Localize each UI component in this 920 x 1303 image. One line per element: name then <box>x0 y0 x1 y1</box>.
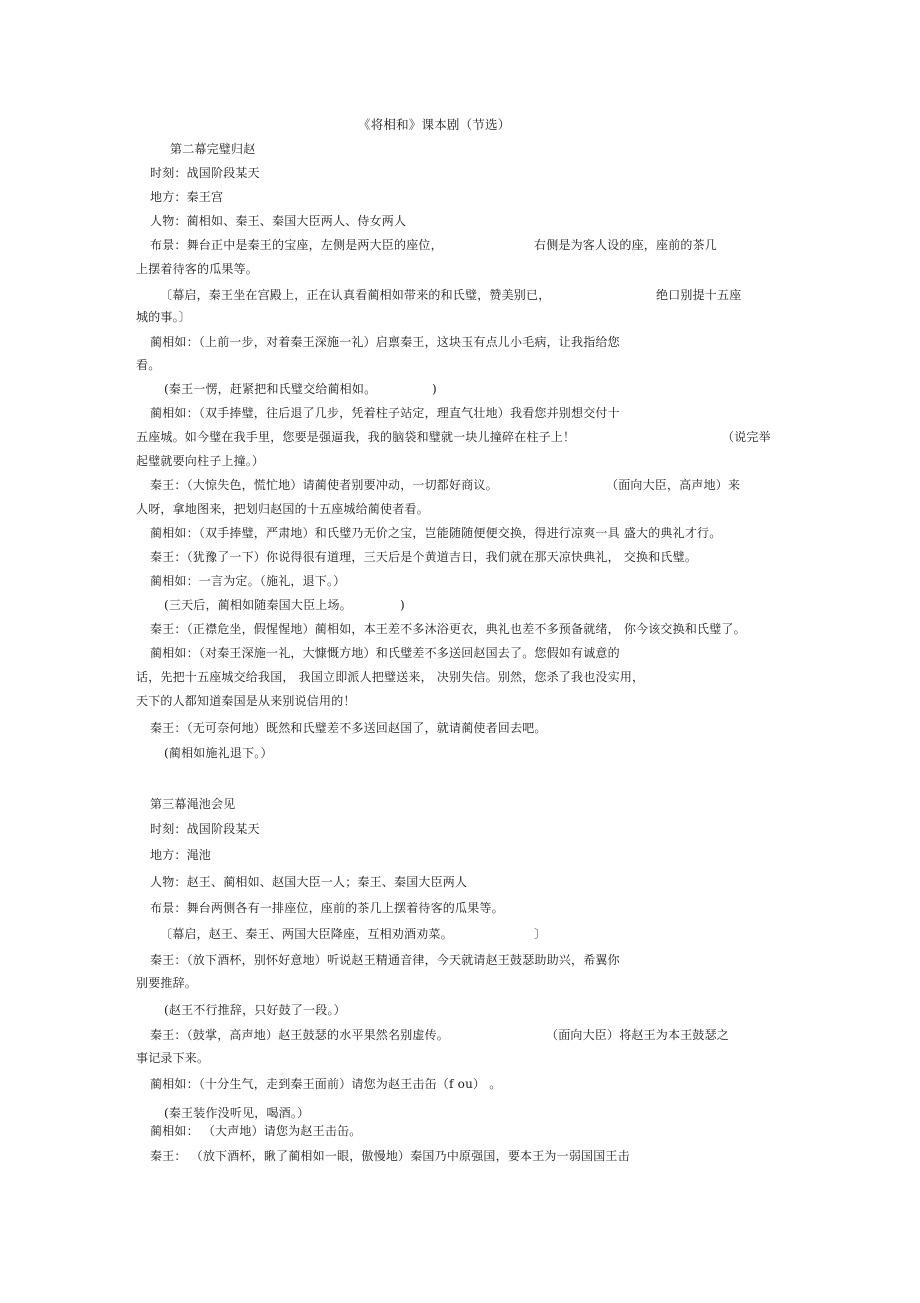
dialogue-line: 起璧就要向柱子上撞。） <box>136 454 265 468</box>
dialogue-line: 天下的人都知道秦国是从来别说信用的！ <box>136 694 356 708</box>
text-line: 右侧是为客人设的座，座前的茶几 <box>534 238 718 252</box>
text-line: 布景：舞台两侧各有一排座位，座前的茶几上摆着待客的瓜果等。 <box>150 901 504 915</box>
scene-heading: 第二幕完璧归赵 <box>170 142 256 156</box>
dialogue-line: 蔺相如： （大声地）请您为赵王击缶。 <box>150 1124 362 1138</box>
dialogue-line: 看。 <box>136 358 161 372</box>
dialogue-line: 蔺相如：（双手捧璧，严肃地）和氏璧乃无价之宝，岂能随随便便交换，得进行凉爽一具 盛大的典礼才行。 <box>150 526 722 540</box>
dialogue-line: 别要推辞。 <box>136 976 198 990</box>
text-line: 地方：渑池 <box>150 848 212 862</box>
document-title: 《将相和》课本剧（节选） <box>358 117 511 132</box>
stage-direction: (赵王不行推辞，只好鼓了一段。） <box>164 1003 346 1017</box>
stage-direction: (三天后，蔺相如随秦国大臣上场。 <box>164 598 352 612</box>
dialogue-line: 五座城。如今璧在我手里，您要是强逼我，我的脑袋和璧就一块儿撞碎在柱子上！ <box>136 430 576 444</box>
text-line: 地方：秦王宫 <box>150 190 224 204</box>
dialogue-line: 秦王： （放下酒杯，瞅了蔺相如一眼，傲慢地）秦国乃中原强国，要本王为一弱国国王击 <box>150 1149 630 1163</box>
stage-direction: ) <box>400 598 405 612</box>
text-line: 时刻：战国阶段某天 <box>150 166 260 180</box>
dialogue-line: 秦王：（犹豫了一下）你说得很有道理，三天后是个黄道吉日，我们就在那天凉快典礼， 交换和氏璧。 <box>150 550 698 564</box>
text-line: 上摆着待客的瓜果等。 <box>136 262 259 276</box>
stage-direction: ) <box>432 382 437 396</box>
dialogue-line: （面向大臣，高声地）来 <box>606 478 741 492</box>
dialogue-line: （面向大臣）将赵王为本王鼓瑟之 <box>546 1028 730 1042</box>
dialogue-line: 蔺相如：一言为定。（施礼，退下。） <box>150 574 346 588</box>
dialogue-line: 秦王：（放下酒杯，别怀好意地）听说赵王精通音律，今天就请赵王鼓瑟助助兴，希翼你 <box>150 953 620 967</box>
text-line: 时刻：战国阶段某天 <box>150 822 260 836</box>
stage-direction: 绝口别提十五座 <box>656 288 742 302</box>
stage-direction: (蔺相如施礼退下。） <box>164 746 273 760</box>
stage-direction: (秦王一愣，赶紧把和氏璧交给蔺相如。 <box>164 382 377 396</box>
dialogue-line: 人呀，拿地图来，把划归赵国的十五座城给蔺使者看。 <box>136 502 429 516</box>
stage-direction: 〔幕启，秦王坐在宫殿上，正在认真看蔺相如带来的和氏璧，赞美别已， <box>160 288 551 302</box>
stage-direction: 〔幕启，赵王、秦王、两国大臣降座，互相劝酒劝菜。 <box>160 927 453 941</box>
stage-direction: 〕 <box>534 927 547 941</box>
dialogue-line: 蔺相如：（上前一步，对着秦王深施一礼）启禀秦王，这块玉有点儿小毛病，让我指给您 <box>150 335 620 349</box>
dialogue-line: 秦王：（鼓掌，高声地）赵王鼓瑟的水平果然名别虚传。 <box>150 1028 450 1042</box>
dialogue-line: （说完举 <box>722 430 771 444</box>
dialogue-line: 蔺相如：（对秦王深施一礼，大慷慨方地）和氏璧差不多送回赵国去了。您假如有诚意的 <box>150 646 620 660</box>
text-line: 人物：蔺相如、秦王、秦国大臣两人、侍女两人 <box>150 214 407 228</box>
dialogue-line: 事记录下来。 <box>136 1051 210 1065</box>
stage-direction: 城的事。〕 <box>136 310 192 324</box>
dialogue-line: 秦王：（正襟危坐，假惺惺地）蔺相如，本王差不多沐浴更衣，典礼也差不多预备就绪， 你今该交换和氏璧了。 <box>150 622 746 636</box>
dialogue-line: 秦王：（无可奈何地）既然和氏璧差不多送回赵国了，就请蔺使者回去吧。 <box>150 721 547 735</box>
dialogue-line: 话，先把十五座城交给我国， 我国立即派人把璧送来， 决别失信。别然，您杀了我也没实用， <box>136 670 645 684</box>
dialogue-line: 秦王：（大惊失色，慌忙地）请蔺使者别要冲动，一切都好商议。 <box>150 478 498 492</box>
stage-direction: (秦王装作没听见，喝酒。） <box>164 1106 310 1120</box>
text-line: 人物：赵王、蔺相如、赵国大臣一人；秦王、秦国大臣两人 <box>150 875 468 889</box>
dialogue-line: 蔺相如：（十分生气，走到秦王面前）请您为赵王击缶（f ou） 。 <box>150 1077 502 1091</box>
text-line: 布景：舞台正中是秦王的宝座，左侧是两大臣的座位， <box>150 238 443 252</box>
dialogue-line: 蔺相如：（双手捧璧，往后退了几步，凭着柱子站定，理直气壮地）我看您并别想交付十 <box>150 406 620 420</box>
scene-heading: 第三幕渑池会见 <box>150 797 236 811</box>
